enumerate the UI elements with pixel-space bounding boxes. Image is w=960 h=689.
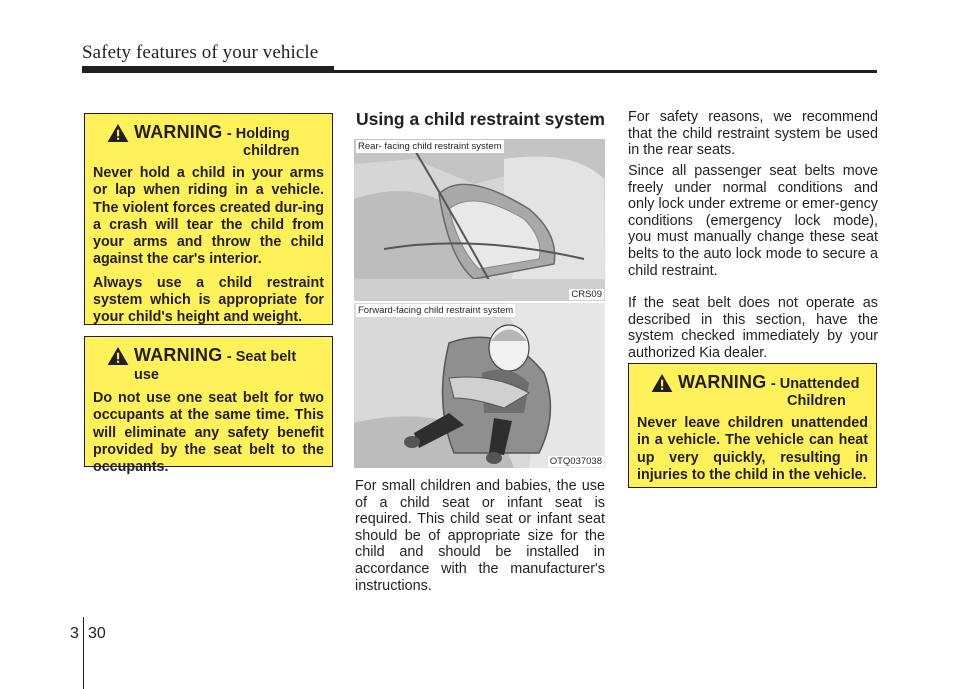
warning-heading bbox=[637, 372, 868, 409]
figure-code: CRS09 bbox=[571, 289, 602, 300]
section-intro-paragraph: For small children and babies, the use of a child seat or infant seat is required. This child seat or infant seat should be of appropriate size for the child and should be installed in accordance with the manufacturer's instructions. bbox=[355, 478, 605, 594]
warning-word: WARNING bbox=[678, 372, 767, 392]
figure-rear-facing-seat bbox=[354, 139, 605, 301]
figure-label: Forward-facing child restraint system bbox=[358, 305, 514, 316]
page-header-title: Safety features of your vehicle bbox=[82, 42, 319, 63]
chapter-number: 3 bbox=[70, 625, 79, 642]
figure-forward-facing-seat bbox=[354, 303, 605, 468]
page-number: 30 bbox=[88, 625, 106, 642]
section-title: Using a child restraint system bbox=[356, 109, 605, 129]
warning-word: WARNING bbox=[134, 122, 223, 142]
rear-seat-paragraph: For safety reasons, we recommend that the child restraint system be used in the rear seats. bbox=[628, 109, 878, 159]
warning-triangle-icon bbox=[651, 374, 673, 392]
warning-paragraph: Never leave children unattended in a vehicle. The vehicle can heat up very quickly, resulting in injuries to the child in the vehicle. bbox=[637, 415, 868, 483]
warning-paragraph: Do not use one seat belt for two occupants at the same time. This will eliminate any safety benefit provided by the seat belt to the occupants. bbox=[93, 390, 324, 476]
warning-paragraph: Never hold a child in your arms or lap when riding in a vehicle. The violent forces created dur-ing a crash will tear the child from your arms and throw the child against the car's interior. bbox=[93, 165, 324, 268]
warning-paragraph: Always use a child restraint system which is appropriate for your child's height and weight. bbox=[93, 274, 324, 326]
warning-subtitle: - Holding bbox=[226, 126, 290, 142]
warning-box-holding-children bbox=[84, 113, 333, 325]
warning-subtitle-cont: Children bbox=[787, 393, 846, 409]
warning-box-unattended-children bbox=[628, 363, 877, 488]
warning-heading bbox=[93, 345, 324, 384]
warning-triangle-icon bbox=[107, 347, 129, 365]
figure-label: Rear- facing child restraint system bbox=[358, 141, 502, 152]
figure-code: OTQ037038 bbox=[549, 456, 602, 467]
warning-subtitle-cont: children bbox=[243, 143, 300, 159]
seat-belt-lock-paragraph: Since all passenger seat belts move freely under normal conditions and only lock under extreme or emer-gency conditions (emergency lock mode), you must manually change these seat belts to the auto lock mode to secure a child restraint. bbox=[628, 163, 878, 279]
warning-subtitle: - Seat belt use bbox=[134, 349, 297, 383]
dealer-check-paragraph: If the seat belt does not operate as described in this section, have the system checked immediately by your authorized Kia dealer. bbox=[628, 295, 878, 361]
header-rule bbox=[82, 70, 877, 73]
warning-box-seat-belt-use bbox=[84, 336, 333, 476]
rear-facing-seat-illustration bbox=[354, 139, 605, 301]
warning-word: WARNING bbox=[134, 345, 223, 365]
warning-triangle-icon bbox=[107, 124, 129, 142]
forward-facing-seat-illustration bbox=[354, 303, 605, 468]
warning-subtitle: - Unattended bbox=[770, 376, 860, 392]
footer-divider bbox=[83, 617, 84, 689]
warning-heading bbox=[93, 122, 324, 159]
